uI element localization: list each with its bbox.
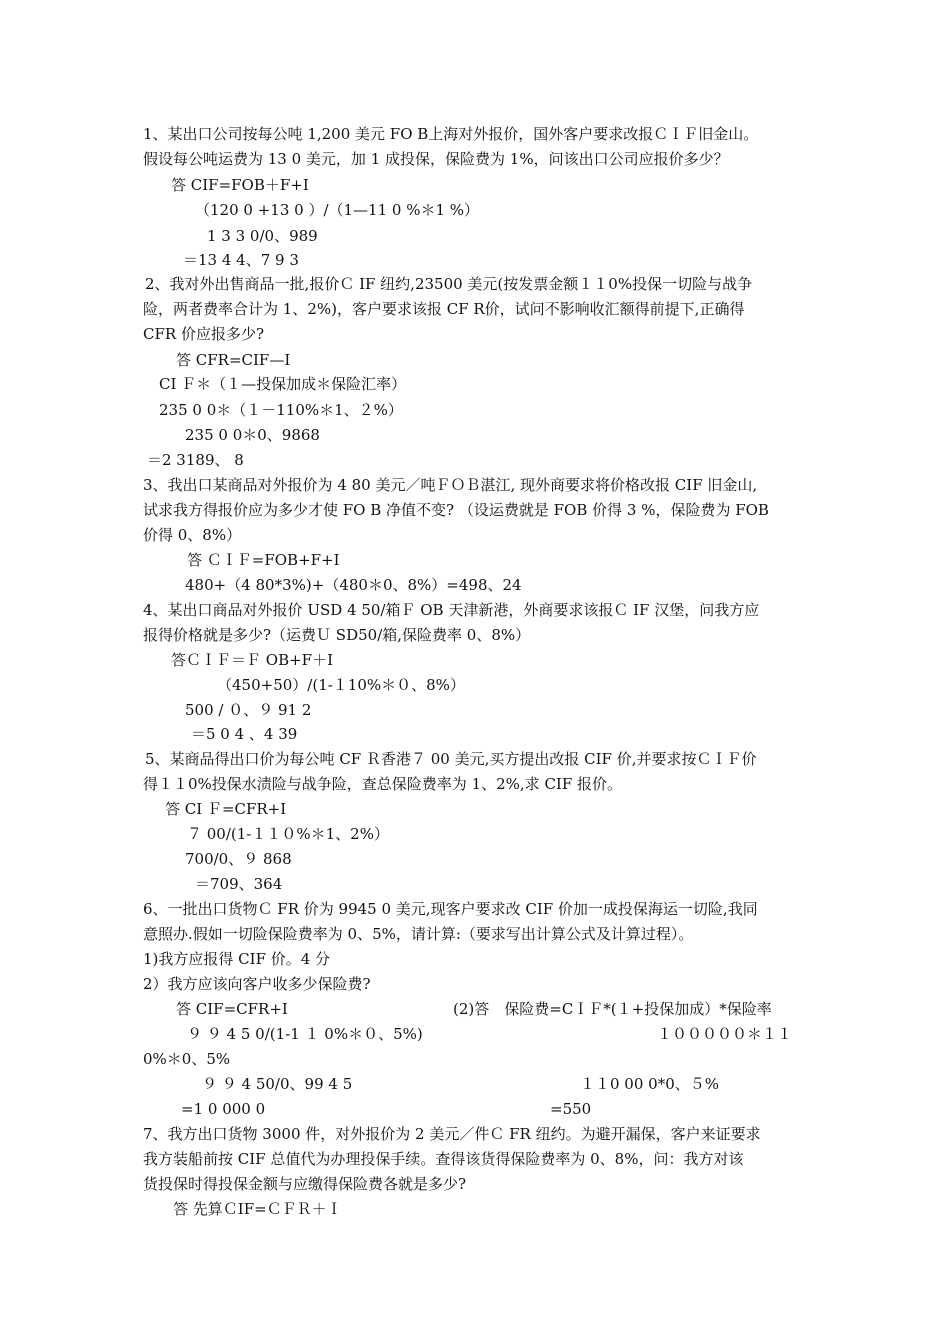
text-line: 700/0、９ 868	[185, 850, 292, 868]
text-line: 2）我方应该向客户收多少保险费?	[143, 975, 371, 993]
text-line: =550	[550, 1100, 592, 1118]
text-line: 答 ＣＩＦ=FOB+F+I	[187, 551, 340, 569]
text-line: 1 3 3 0/0、989	[207, 227, 318, 245]
text-line: 答 CIF=CFR+I	[176, 1000, 288, 1018]
text-line: 我方装船前按 CIF 总值代为办理投保手续。查得该货得保险费率为 0、8%，问：我方对该	[143, 1150, 744, 1168]
text-line: （120 0 +13 0 ）/（1—11 0 %＊1 %）	[195, 201, 480, 219]
text-line: 试求我方得报价应为多少才使 FO B 净值不变? （设运费就是 FOB 价得 3 %，保险费为 FOB	[143, 501, 769, 519]
text-line: 7、我方出口货物 3000 件，对外报价为 2 美元／件Ｃ FR 纽约。为避开漏保，客户来证要求	[143, 1125, 761, 1143]
text-line: （450+50）/(1-１10%＊０、8%）	[217, 676, 465, 694]
text-line: 答 先算ＣIF=ＣＦＲ＋Ｉ	[173, 1200, 342, 1218]
text-line: =1 0 000 0	[181, 1100, 266, 1118]
text-line: 3、我出口某商品对外报价为 4 80 美元／吨ＦＯＢ湛江, 现外商要求将价格改报 CIF 旧金山,	[143, 476, 758, 494]
text-line: ＝709、364	[195, 875, 283, 893]
text-line: ＝13 4 4、7 9 3	[183, 251, 299, 269]
text-line: 答 CFR=CIF—I	[176, 351, 291, 369]
text-line: 价得 0、8%）	[143, 526, 242, 544]
text-line: 假设每公吨运费为 13 0 美元，加 1 成投保，保险费为 1%，问该出口公司应报价多少？	[143, 150, 729, 168]
text-line: 险，两者费率合计为 1、2%)，客户要求该报 CF R价，试问不影响收汇额得前提下,正确得	[143, 300, 745, 318]
text-line: 货投保时得投保金额与应缴得保险费各就是多少?	[143, 1175, 467, 1193]
text-line: 480+（4 80*3%)+（480＊0、8%）=498、24	[185, 576, 522, 594]
text-line: 答 CI Ｆ=CFR+I	[165, 800, 287, 818]
text-line: CI Ｆ＊（１—投保加成＊保险汇率）	[159, 375, 407, 393]
text-line: (2)答 保险费=CＩＦ*(１+投保加成）*保险率	[453, 1000, 772, 1018]
text-line: ＝2 3189、 8	[147, 451, 244, 469]
text-line: 答 CIF=FOB＋F+I	[171, 176, 309, 194]
text-line: ９ ９ 4 5 0/(1-1 １ 0%＊０、5%)	[187, 1025, 423, 1043]
text-line: CFR 价应报多少?	[143, 325, 264, 343]
text-line: 6、一批出口货物Ｃ FR 价为 9945 0 美元,现客户要求改 CIF 价加一成投保海运一切险,我同	[143, 900, 758, 918]
text-line: 1、某出口公司按每公吨 1,200 美元 FO B上海对外报价，国外客户要求改报ＣＩＦ旧金山。	[143, 125, 759, 143]
text-line: １０００００＊１１	[657, 1025, 793, 1043]
text-line: １１0 00 0*0、５%	[580, 1075, 720, 1093]
text-line: ９ ９ 4 50/0、99 4 5	[202, 1075, 353, 1093]
text-line: 500 / ０、９ 91 2	[185, 701, 312, 719]
text-line: 答ＣＩＦ＝Ｆ OB+F＋I	[171, 651, 333, 669]
text-line: ＝5 0 4 、4 39	[191, 725, 298, 743]
text-line: 235 0 0＊（１－110%＊1、２%）	[159, 401, 403, 419]
text-line: 5、某商品得出口价为每公吨 CF Ｒ香港７ 00 美元,买方提出改报 CIF 价,并要求按ＣＩＦ价	[145, 750, 757, 768]
text-line: 235 0 0＊0、9868	[185, 426, 320, 444]
text-line: 2、我对外出售商品一批,报价Ｃ IF 纽约,23500 美元(按发票金额１１0%投保一切险与战争	[145, 275, 753, 293]
text-line: 意照办.假如一切险保险费率为 0、5%，请计算:（要求写出计算公式及计算过程）。	[143, 925, 694, 943]
text-line: ７ 00/(1-１１０%＊1、2%）	[187, 825, 389, 843]
text-line: 0%＊0、5%	[143, 1050, 231, 1068]
text-line: 得１１0%投保水渍险与战争险，查总保险费率为 1、2%,求 CIF 报价。	[143, 775, 623, 793]
text-line: 报得价格就是多少?（运费Ｕ SD50/箱,保险费率 0、8%）	[143, 626, 531, 644]
text-line: 1)我方应报得 CIF 价。4 分	[143, 950, 331, 968]
text-line: 4、某出口商品对外报价 USD 4 50/箱Ｆ OB 天津新港，外商要求该报Ｃ IF 汉堡，问我方应	[143, 601, 760, 619]
